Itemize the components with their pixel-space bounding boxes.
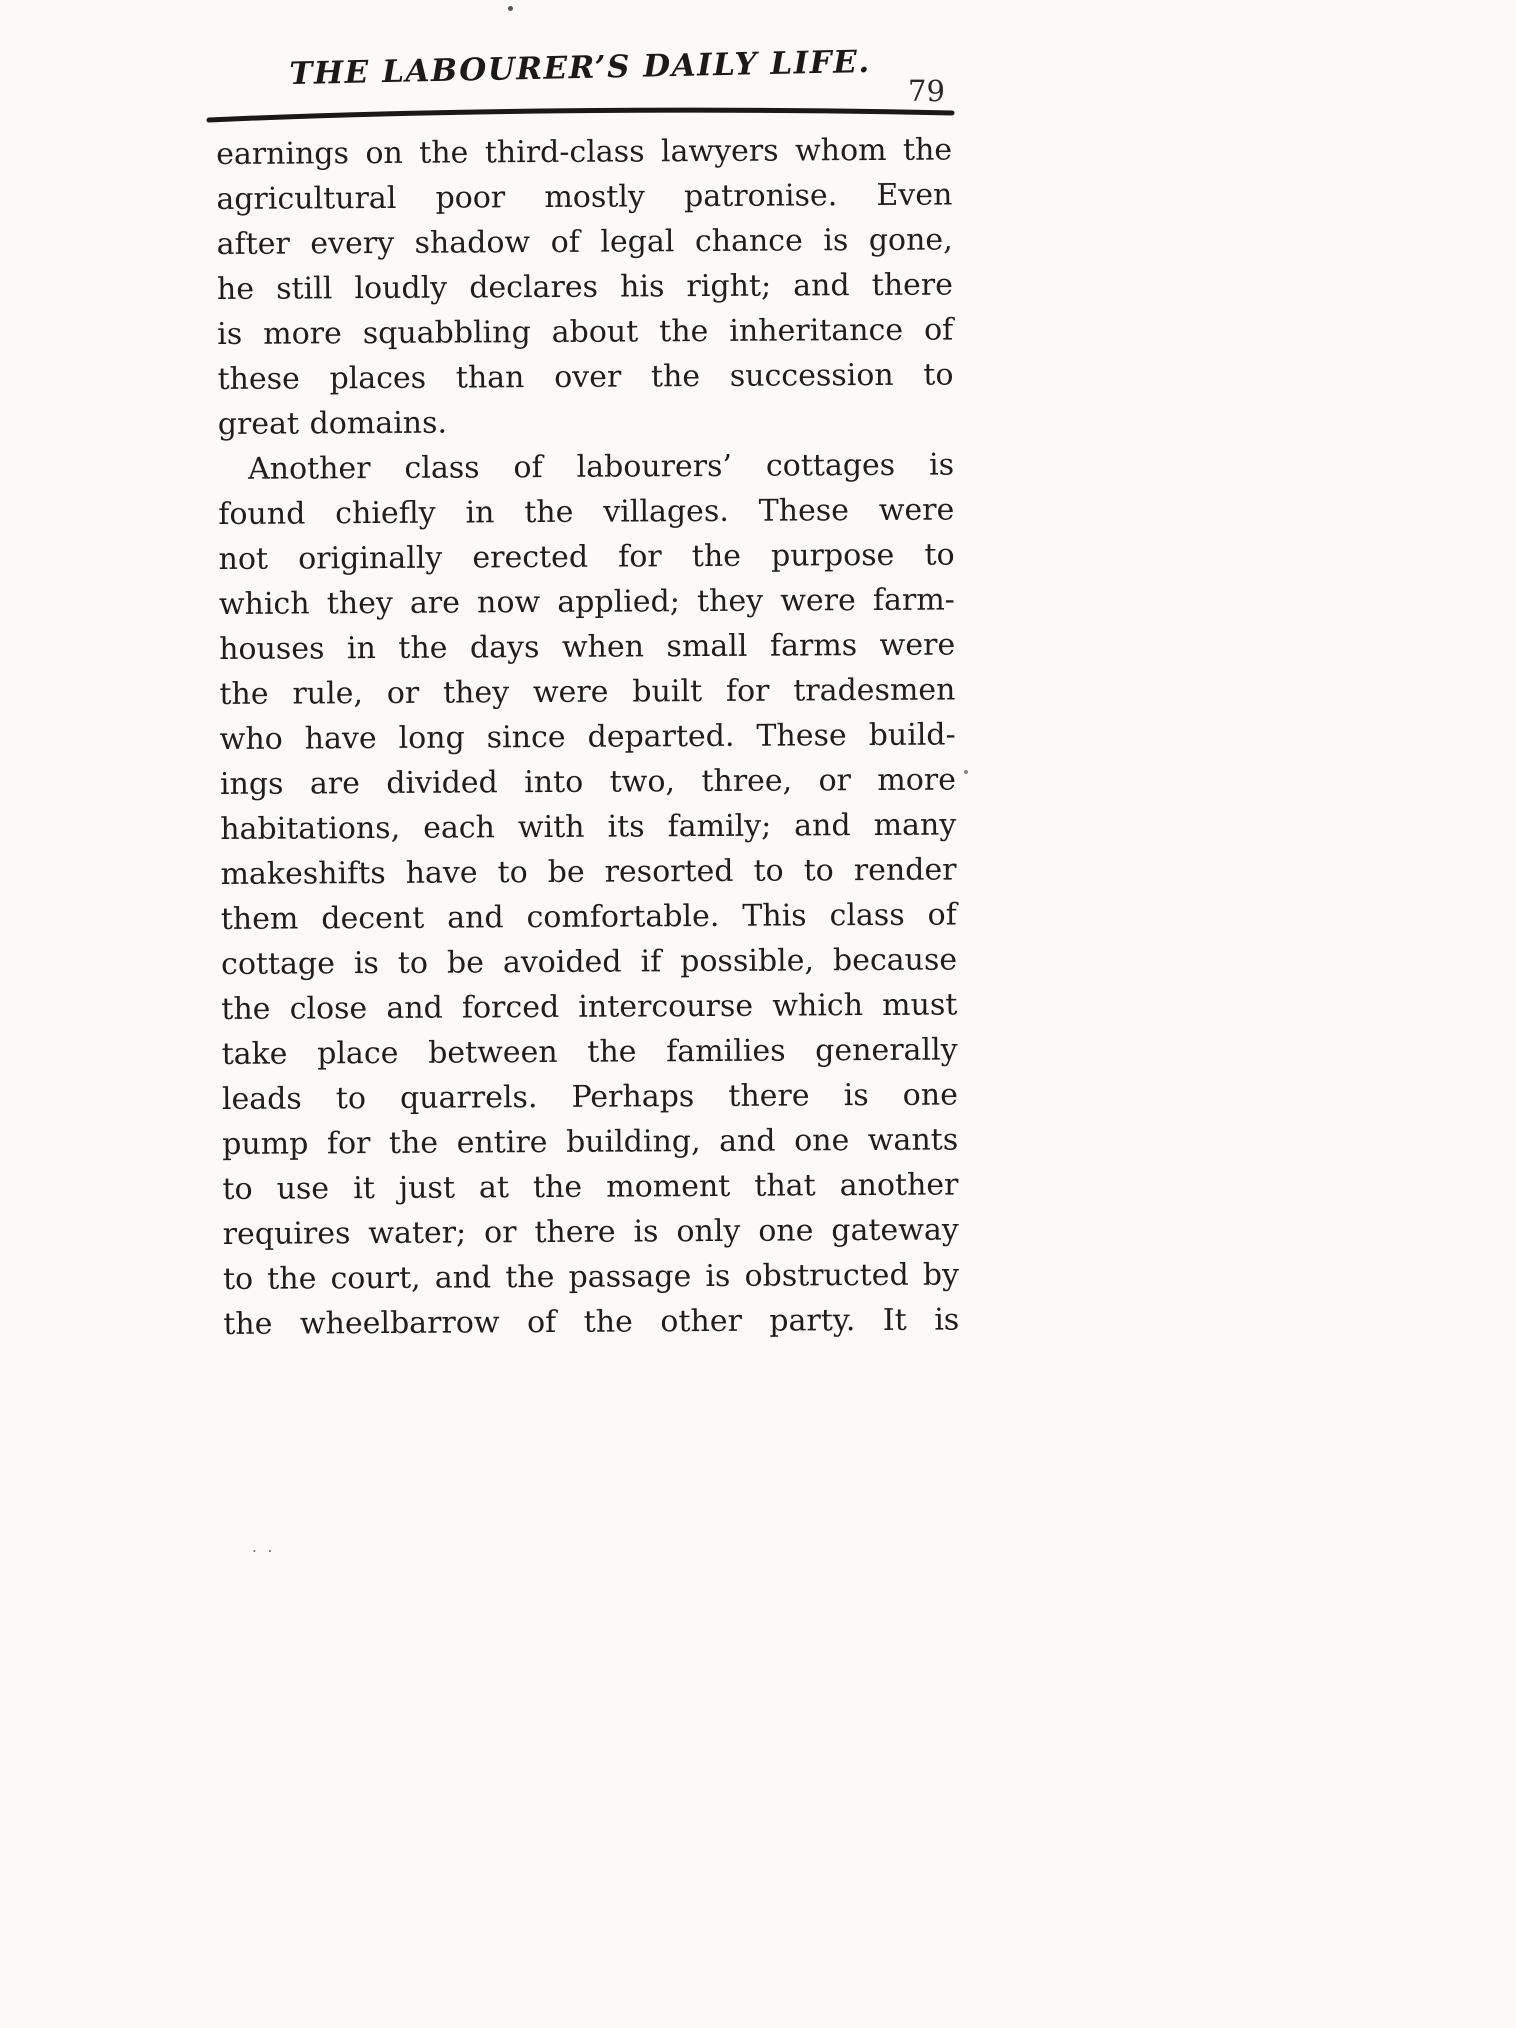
text-line: the close and forced intercourse which must [221, 987, 958, 1027]
text-line: Another class of labourers’ cottages is [247, 447, 955, 487]
scan-artifact-dot [964, 770, 968, 774]
scan-artifact-mark: . . [252, 1538, 276, 1556]
text-line: habitations, each with its family; and many [220, 807, 957, 847]
text-line: pump for the entire building, and one wants [222, 1122, 959, 1162]
text-line: ings are divided into two, three, or more [219, 762, 957, 802]
text-line: take place between the families generally [221, 1032, 958, 1072]
text-line: earnings on the third-class lawyers whom the [216, 132, 953, 172]
header-rule [206, 98, 956, 132]
text-line: not originally erected for the purpose to [218, 537, 955, 577]
text-line: after every shadow of legal chance is gone, [216, 222, 953, 262]
text-line: cottage is to be avoided if possible, because [220, 942, 958, 982]
text-line: makeshifts have to be resorted to to render [220, 852, 957, 892]
text-line: to the court, and the passage is obstructed by [222, 1257, 960, 1297]
text-line: found chiefly in the villages. These were [218, 492, 955, 532]
text-lines [216, 128, 959, 1347]
running-title: THE LABOURER’S DAILY LIFE. [288, 43, 872, 93]
text-line: houses in the days when small farms were [219, 627, 956, 667]
scan-artifact-dot [508, 6, 513, 11]
text-line: them decent and comfortable. This class of [220, 897, 957, 937]
text-line: leads to quarrels. Perhaps there is one [221, 1077, 959, 1117]
body-text [216, 128, 959, 1347]
text-line: the rule, or they were built for tradesmen [219, 672, 956, 712]
text-line: he still loudly declares his right; and there [216, 267, 954, 307]
text-line: requires water; or there is only one gateway [222, 1212, 959, 1252]
text-line: is more squabbling about the inheritance of [217, 312, 954, 352]
text-line: these places than over the succession to [217, 357, 954, 397]
text-line: agricultural poor mostly patronise. Even [216, 177, 953, 217]
text-line: the wheelbarrow of the other party. It is [223, 1302, 960, 1342]
page-number: 79 [908, 74, 945, 108]
text-line: great domains. [217, 405, 448, 442]
text-line: to use it just at the moment that another [222, 1167, 959, 1207]
text-line: who have long since departed. These build- [219, 717, 956, 757]
text-line: which they are now applied; they were farm- [218, 582, 955, 622]
